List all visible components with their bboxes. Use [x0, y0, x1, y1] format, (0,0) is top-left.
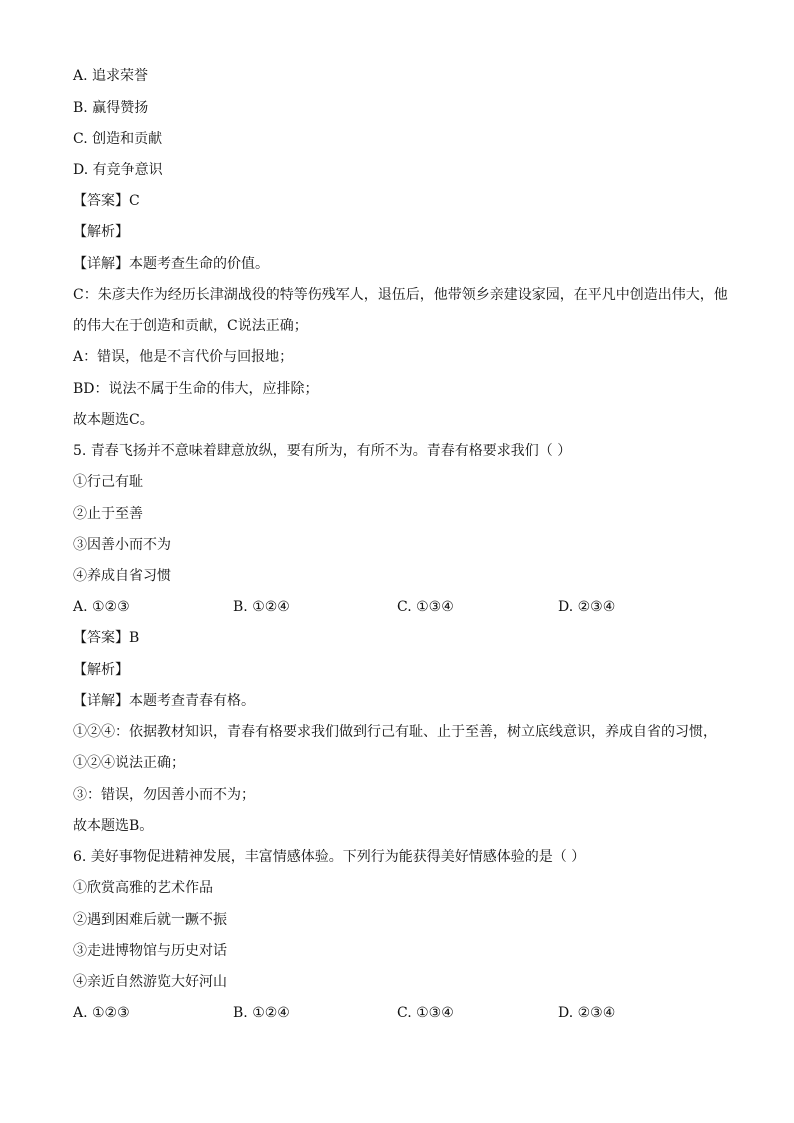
q5-item-3: ③因善小而不为 — [73, 537, 171, 553]
q5-choice-b: B. ①②④ — [233, 599, 290, 615]
q5-answer: 【答案】B — [73, 630, 140, 646]
q4-option-c: C. 创造和贡献 — [73, 131, 163, 147]
q4-answer: 【答案】C — [73, 193, 140, 209]
q4-detail-a: A：错误，他是不言代价与回报地； — [73, 349, 294, 365]
q6-choice-d: D. ②③④ — [558, 1005, 616, 1021]
q6-choice-c: C. ①③④ — [397, 1005, 454, 1021]
q4-option-a: A. 追求荣誉 — [73, 68, 149, 84]
q4-option-d: D. 有竞争意识 — [73, 162, 163, 178]
q5-choices — [73, 598, 723, 616]
q5-item-4: ④养成自省习惯 — [73, 568, 171, 584]
q6-choices — [73, 1004, 723, 1022]
q5-stem: 5. 青春飞扬并不意味着肆意放纵，要有所为，有所不为。青春有格要求我们（ ） — [73, 443, 572, 459]
q5-detail-3: ③：错误，勿因善小而不为； — [73, 787, 255, 803]
q6-stem: 6. 美好事物促进精神发展，丰富情感体验。下列行为能获得美好情感体验的是（ ） — [73, 849, 586, 865]
q4-analysis-label: 【解析】 — [73, 224, 129, 240]
q6-item-3: ③走进博物馆与历史对话 — [73, 943, 227, 959]
q6-item-4: ④亲近自然游览大好河山 — [73, 974, 227, 990]
q4-conclusion: 故本题选C。 — [73, 412, 154, 428]
q5-analysis-label: 【解析】 — [73, 662, 129, 678]
q5-item-1: ①行己有耻 — [73, 474, 143, 490]
q6-choice-a: A. ①②③ — [73, 1005, 130, 1021]
q6-item-1: ①欣赏高雅的艺术作品 — [73, 880, 213, 896]
q6-item-2: ②遇到困难后就一蹶不振 — [73, 912, 227, 928]
q4-detail-intro: 【详解】本题考查生命的价值。 — [73, 256, 269, 272]
q4-option-b: B. 赢得赞扬 — [73, 100, 149, 116]
q4-detail-c-line2: 的伟大在于创造和贡献，C说法正确； — [73, 318, 308, 334]
q6-choice-b: B. ①②④ — [233, 1005, 290, 1021]
q5-detail-line2: ①②④说法正确； — [73, 755, 185, 771]
q5-choice-a: A. ①②③ — [73, 599, 130, 615]
q5-choice-c: C. ①③④ — [397, 599, 454, 615]
q5-item-2: ②止于至善 — [73, 506, 143, 522]
q4-detail-bd: BD：说法不属于生命的伟大，应排除； — [73, 381, 319, 397]
q4-detail-c-line1: C：朱彦夫作为经历长津湖战役的特等伤残军人，退伍后，他带领乡亲建设家园，在平凡中创造出伟大，他 — [73, 287, 728, 303]
q5-choice-d: D. ②③④ — [558, 599, 616, 615]
q5-conclusion: 故本题选B。 — [73, 818, 154, 834]
q5-detail-line1: ①②④：依据教材知识，青春有格要求我们做到行己有耻、止于至善，树立底线意识，养成自省的习惯， — [73, 724, 717, 740]
q5-detail-intro: 【详解】本题考查青春有格。 — [73, 693, 255, 709]
